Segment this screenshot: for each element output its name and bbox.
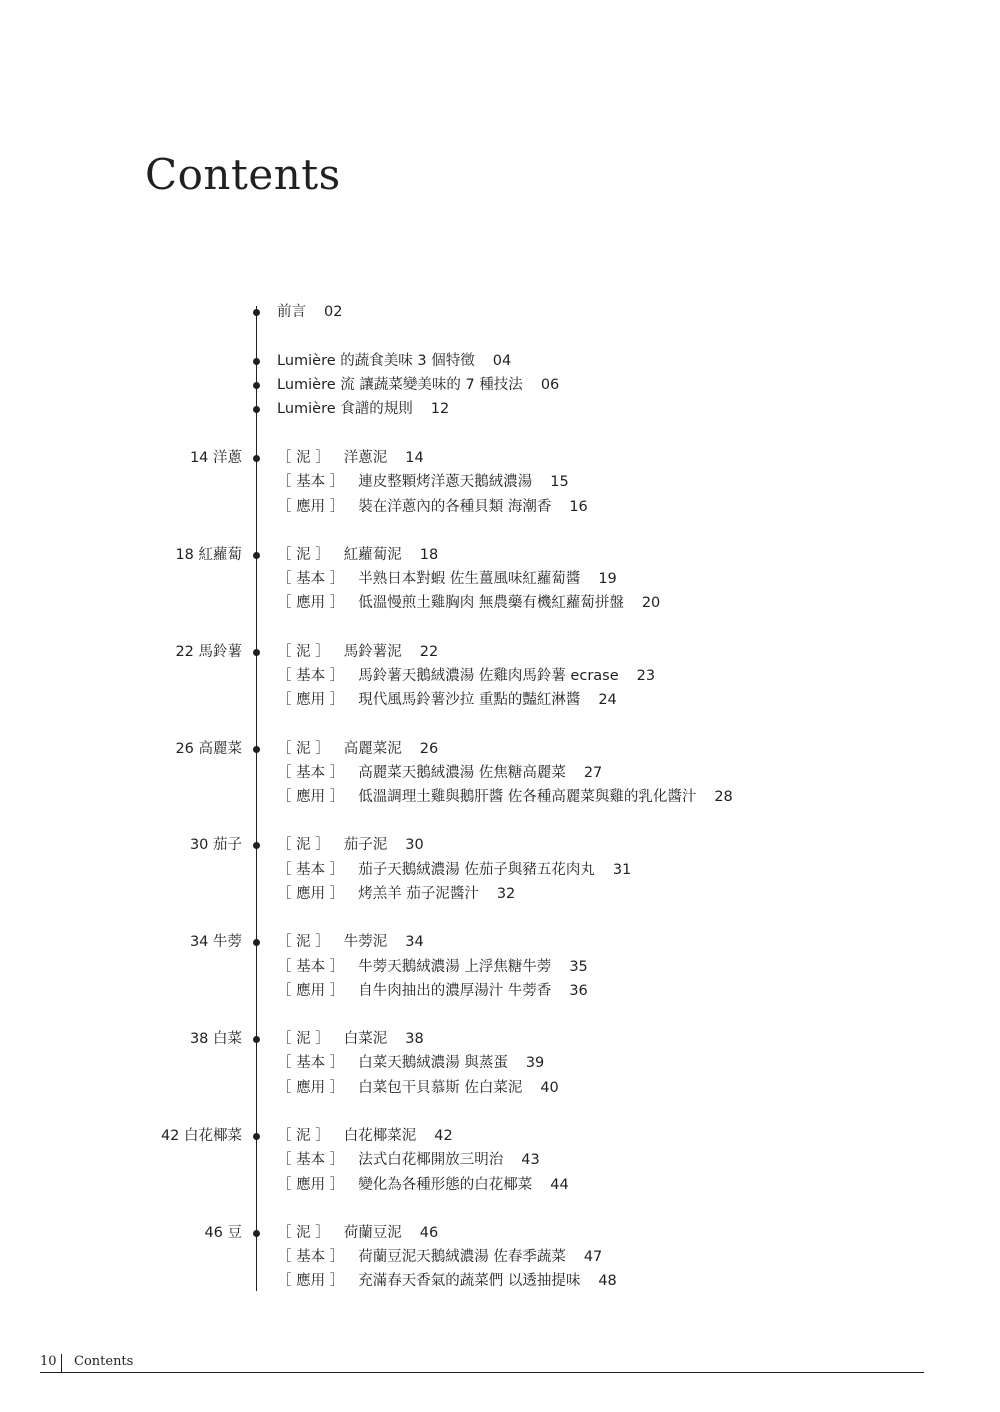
- entry-page-number: 42: [434, 1127, 453, 1144]
- toc-entry[interactable]: [277, 664, 655, 688]
- entry-title: Lumière 的蔬食美味 3 個特徵: [277, 353, 475, 369]
- entry-title: 白菜包干貝慕斯 佐白菜泥: [358, 1079, 523, 1096]
- entry-page-number: 43: [521, 1152, 540, 1169]
- page-title: Contents: [145, 150, 341, 199]
- toc-entry[interactable]: [277, 640, 438, 664]
- toc-row-intro: [0, 300, 1000, 324]
- toc-row: [0, 930, 1000, 954]
- toc-row: [0, 1269, 1000, 1293]
- toc-row: [0, 737, 1000, 761]
- toc-row-intro: [0, 349, 1000, 373]
- toc-entry[interactable]: [277, 737, 438, 761]
- toc-entry[interactable]: [277, 979, 588, 1003]
- toc-entry[interactable]: [277, 470, 569, 494]
- entry-title: 高麗菜天鵝絨濃湯 佐焦糖高麗菜: [358, 764, 566, 781]
- timeline-dot: [253, 358, 260, 365]
- entry-tag: ［ 基本 ］: [277, 1152, 345, 1169]
- entry-title: 白菜泥: [343, 1031, 388, 1048]
- toc-entry[interactable]: [277, 495, 588, 519]
- toc-entry[interactable]: [277, 955, 588, 979]
- entry-tag: ［ 基本 ］: [277, 1249, 345, 1266]
- toc-row: [0, 1148, 1000, 1172]
- entry-tag: ［ 應用 ］: [277, 1273, 345, 1290]
- timeline-dot: [253, 746, 260, 753]
- entry-page-number: 31: [612, 861, 632, 878]
- entry-tag: ［ 基本 ］: [277, 571, 345, 588]
- toc-entry[interactable]: [277, 930, 424, 954]
- entry-page-number: 20: [641, 595, 661, 612]
- toc-row: [0, 688, 1000, 712]
- entry-tag: ［ 應用 ］: [277, 498, 345, 515]
- timeline-dot: [253, 309, 260, 316]
- toc-entry[interactable]: [277, 1269, 617, 1293]
- entry-title: 茄子泥: [343, 837, 388, 854]
- entry-tag: ［ 應用 ］: [277, 789, 345, 806]
- entry-title: 高麗菜泥: [343, 740, 402, 757]
- toc-entry[interactable]: [277, 1221, 438, 1245]
- entry-page-number: 14: [405, 450, 424, 466]
- entry-title: 白花椰菜泥: [343, 1127, 417, 1144]
- timeline-dot: [253, 842, 260, 849]
- toc-entry[interactable]: [277, 1148, 540, 1172]
- entry-page-number: 04: [492, 353, 512, 369]
- entry-title: 荷蘭豆泥: [343, 1224, 402, 1241]
- entry-tag: ［ 應用 ］: [277, 1176, 345, 1193]
- entry-title: 馬鈴薯泥: [343, 643, 402, 660]
- toc-entry[interactable]: [277, 300, 342, 324]
- timeline-dot: [253, 649, 260, 656]
- entry-title: 連皮整顆烤洋蔥天鵝絨濃湯: [358, 474, 533, 491]
- entry-title: 茄子天鵝絨濃湯 佐茄子與豬五花肉丸: [358, 861, 595, 878]
- toc-row: [0, 567, 1000, 591]
- section-label: 22 馬鈴薯: [175, 643, 242, 660]
- entry-tag: ［ 應用 ］: [277, 595, 345, 612]
- entry-page-number: 27: [583, 764, 603, 781]
- entry-tag: ［ 基本 ］: [277, 474, 345, 491]
- section-label: 46 豆: [204, 1224, 242, 1241]
- toc-row: [0, 1221, 1000, 1245]
- section-label: 14 洋蔥: [189, 450, 242, 466]
- toc-entry[interactable]: [277, 1051, 544, 1075]
- toc-entry[interactable]: [277, 543, 438, 567]
- entry-title: 紅蘿蔔泥: [343, 546, 402, 563]
- entry-title: 前言: [277, 304, 306, 320]
- toc-row: [0, 761, 1000, 785]
- entry-tag: ［ 應用 ］: [277, 692, 345, 709]
- entry-title: 牛蒡天鵝絨濃湯 上浮焦糖牛蒡: [358, 958, 552, 975]
- entry-page-number: 24: [598, 692, 617, 709]
- entry-page-number: 15: [550, 474, 569, 491]
- toc-entry[interactable]: [277, 1076, 559, 1100]
- toc-entry[interactable]: [277, 567, 617, 591]
- entry-page-number: 23: [636, 668, 656, 684]
- footer-label: Contents: [74, 1354, 134, 1369]
- toc-row-intro: [0, 373, 1000, 397]
- toc-row: [0, 1245, 1000, 1269]
- toc-row-intro: [0, 397, 1000, 421]
- toc-entry[interactable]: [277, 858, 631, 882]
- entry-tag: ［ 基本 ］: [277, 1055, 345, 1072]
- footer-rule: [40, 1372, 924, 1373]
- toc-row: [0, 1051, 1000, 1075]
- entry-title: 低溫慢煎土雞胸肉 無農藥有機紅蘿蔔拼盤: [358, 595, 624, 612]
- footer-page-number: 10: [40, 1354, 57, 1369]
- entry-title: 現代風馬鈴薯沙拉 重點的豔紅淋醬: [358, 692, 581, 709]
- toc-entry[interactable]: [277, 1027, 424, 1051]
- toc-entry[interactable]: [277, 1173, 569, 1197]
- entry-page-number: 40: [540, 1079, 559, 1096]
- section-label: 18 紅蘿蔔: [175, 546, 242, 563]
- entry-page-number: 48: [598, 1273, 617, 1290]
- toc-row: [0, 664, 1000, 688]
- entry-page-number: 06: [540, 377, 560, 393]
- entry-page-number: 34: [405, 934, 424, 951]
- entry-tag: ［ 基本 ］: [277, 958, 345, 975]
- entry-page-number: 18: [419, 546, 439, 563]
- entry-title: 自牛肉抽出的濃厚湯汁 牛蒡香: [358, 982, 552, 999]
- timeline-dot: [253, 552, 260, 559]
- entry-page-number: 16: [569, 498, 588, 515]
- entry-title: 白菜天鵝絨濃湯 與蒸蛋: [358, 1055, 508, 1072]
- entry-page-number: 47: [583, 1249, 603, 1266]
- toc-row: [0, 882, 1000, 906]
- toc-row: [0, 979, 1000, 1003]
- section-label: 26 高麗菜: [175, 740, 242, 757]
- timeline-dot: [253, 1133, 260, 1140]
- entry-tag: ［ 基本 ］: [277, 764, 345, 781]
- section-label: 38 白菜: [189, 1031, 242, 1048]
- entry-tag: ［ 應用 ］: [277, 1079, 345, 1096]
- section-label: 30 茄子: [189, 837, 242, 854]
- entry-title: 半熟日本對蝦 佐生薑風味紅蘿蔔醬: [358, 571, 581, 588]
- entry-title: 充滿春天香氣的蔬菜們 以透抽提味: [358, 1273, 581, 1290]
- entry-tag: ［ 泥 ］: [277, 546, 330, 563]
- toc-row: [0, 446, 1000, 470]
- toc-entry[interactable]: [277, 349, 511, 373]
- toc-entry[interactable]: [277, 446, 424, 470]
- toc-entry[interactable]: [277, 1245, 602, 1269]
- entry-tag: ［ 泥 ］: [277, 450, 330, 466]
- timeline-dot: [253, 1036, 260, 1043]
- toc-entry[interactable]: [277, 1124, 453, 1148]
- timeline-dot: [253, 1230, 260, 1237]
- entry-tag: ［ 泥 ］: [277, 837, 330, 854]
- toc-row: [0, 955, 1000, 979]
- toc-row: [0, 1124, 1000, 1148]
- entry-title: Lumière 食譜的規則: [277, 401, 413, 417]
- footer-separator: [61, 1354, 62, 1372]
- toc-row: [0, 1027, 1000, 1051]
- toc-row: [0, 785, 1000, 809]
- toc-row: [0, 1076, 1000, 1100]
- toc-entry[interactable]: [277, 761, 602, 785]
- entry-page-number: 22: [419, 643, 439, 660]
- entry-tag: ［ 泥 ］: [277, 1224, 330, 1241]
- entry-page-number: 38: [405, 1031, 424, 1048]
- toc-row: [0, 470, 1000, 494]
- entry-title: 低溫調理土雞與鵝肝醬 佐各種高麗菜與雞的乳化醬汁: [358, 789, 697, 806]
- entry-page-number: 44: [550, 1176, 569, 1193]
- entry-tag: ［ 應用 ］: [277, 886, 345, 902]
- section-label: 42 白花椰菜: [160, 1127, 242, 1144]
- entry-page-number: 46: [419, 1224, 439, 1241]
- timeline-dot: [253, 939, 260, 946]
- toc-entry[interactable]: [277, 833, 424, 857]
- timeline-dot: [253, 382, 260, 389]
- entry-tag: ［ 泥 ］: [277, 1127, 330, 1144]
- toc-row: [0, 858, 1000, 882]
- toc-row: [0, 1173, 1000, 1197]
- entry-tag: ［ 泥 ］: [277, 740, 330, 757]
- entry-title: 洋蔥泥: [343, 450, 388, 466]
- entry-page-number: 02: [324, 304, 343, 320]
- entry-title: 荷蘭豆泥天鵝絨濃湯 佐春季蔬菜: [358, 1249, 566, 1266]
- entry-page-number: 36: [569, 982, 588, 999]
- entry-tag: ［ 泥 ］: [277, 643, 330, 660]
- toc-row: [0, 591, 1000, 615]
- entry-page-number: 12: [430, 401, 450, 417]
- entry-page-number: 26: [419, 740, 439, 757]
- toc-row: [0, 833, 1000, 857]
- entry-tag: ［ 基本 ］: [277, 861, 345, 878]
- entry-title: 烤羔羊 茄子泥醬汁: [358, 886, 479, 902]
- toc-row: [0, 495, 1000, 519]
- toc-entry[interactable]: [277, 591, 660, 615]
- entry-page-number: 30: [405, 837, 424, 854]
- entry-title: 變化為各種形態的白花椰菜: [358, 1176, 533, 1193]
- entry-page-number: 32: [496, 886, 516, 902]
- entry-title: Lumière 流 讓蔬菜變美味的 7 種技法: [277, 377, 523, 393]
- entry-tag: ［ 基本 ］: [277, 668, 345, 684]
- timeline-dot: [253, 455, 260, 462]
- toc-row: [0, 543, 1000, 567]
- toc-row: [0, 640, 1000, 664]
- timeline-dot: [253, 406, 260, 413]
- entry-title: 牛蒡泥: [343, 934, 388, 951]
- entry-page-number: 19: [598, 571, 617, 588]
- toc-entry[interactable]: [277, 397, 449, 421]
- toc-entry[interactable]: [277, 882, 515, 906]
- entry-title: 馬鈴薯天鵝絨濃湯 佐雞肉馬鈴薯 ecrase: [358, 668, 619, 684]
- entry-tag: ［ 應用 ］: [277, 982, 345, 999]
- toc-entry[interactable]: [277, 785, 733, 809]
- entry-page-number: 35: [569, 958, 588, 975]
- entry-title: 法式白花椰開放三明治: [358, 1152, 504, 1169]
- section-label: 34 牛蒡: [189, 934, 242, 951]
- toc-entry[interactable]: [277, 373, 559, 397]
- entry-tag: ［ 泥 ］: [277, 934, 330, 951]
- entry-title: 裝在洋蔥內的各種貝類 海潮香: [358, 498, 552, 515]
- entry-page-number: 39: [525, 1055, 545, 1072]
- entry-page-number: 28: [714, 789, 733, 806]
- entry-tag: ［ 泥 ］: [277, 1031, 330, 1048]
- toc-entry[interactable]: [277, 688, 617, 712]
